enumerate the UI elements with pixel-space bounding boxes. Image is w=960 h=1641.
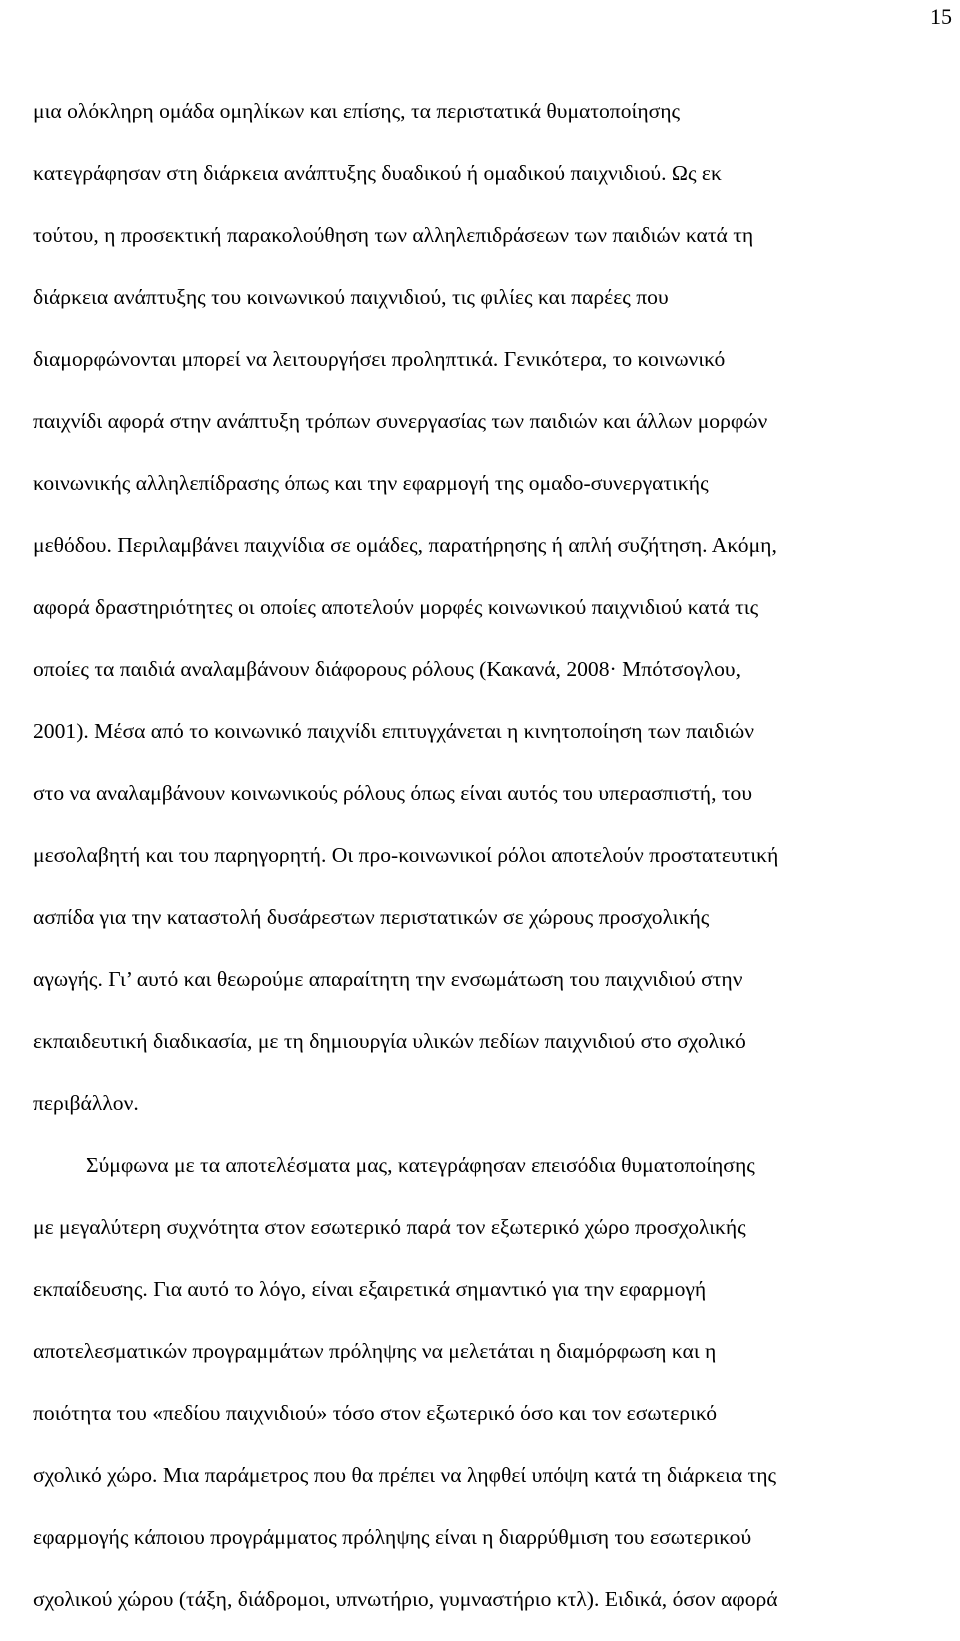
text-line: τούτου, η προσεκτική παρακολούθηση των αλληλεπιδράσεων των παιδιών κατά τη [33, 223, 754, 247]
document-body [33, 80, 933, 1630]
text-line: αγωγής. Γι’ αυτό και θεωρούμε απαραίτητη την ενσωμάτωση του παιχνιδιού στην [33, 967, 743, 991]
text-line: εκπαίδευσης. Για αυτό το λόγο, είναι εξαιρετικά σημαντικό για την εφαρμογή [33, 1277, 707, 1301]
text-line: διαμορφώνονται μπορεί να λειτουργήσει προληπτικά. Γενικότερα, το κοινωνικό [33, 347, 726, 371]
text-line: κατεγράφησαν στη διάρκεια ανάπτυξης δυαδικού ή ομαδικού παιχνιδιού. Ως εκ [33, 161, 722, 185]
text-line: 2001). Μέσα από το κοινωνικό παιχνίδι επιτυγχάνεται η κινητοποίηση των παιδιών [33, 719, 755, 743]
text-line: παιχνίδι αφορά στην ανάπτυξη τρόπων συνεργασίας των παιδιών και άλλων μορφών [33, 409, 768, 433]
text-line: εφαρμογής κάποιου προγράμματος πρόληψης είναι η διαρρύθμιση του εσωτερικού [33, 1525, 752, 1549]
text-line: με μεγαλύτερη συχνότητα στον εσωτερικό παρά τον εξωτερικό χώρο προσχολικής [33, 1215, 746, 1239]
text-line: εκπαιδευτική διαδικασία, με τη δημιουργία υλικών πεδίων παιχνιδιού στο σχολικό [33, 1029, 746, 1053]
text-line: στο να αναλαμβάνουν κοινωνικούς ρόλους όπως είναι αυτός του υπερασπιστή, του [33, 781, 753, 805]
text-line: μια ολόκληρη ομάδα ομηλίκων και επίσης, τα περιστατικά θυματοποίησης [33, 99, 681, 123]
text-line: οποίες τα παιδιά αναλαμβάνουν διάφορους ρόλους (Κακανά, 2008· Μπότσογλου, [33, 657, 742, 681]
text-line: μεθόδου. Περιλαμβάνει παιχνίδια σε ομάδες, παρατήρησης ή απλή συζήτηση. Ακόμη, [33, 533, 777, 557]
text-line: ασπίδα για την καταστολή δυσάρεστων περιστατικών σε χώρους προσχολικής [33, 905, 710, 929]
paragraph-first-line: Σύμφωνα με τα αποτελέσματα μας, κατεγράφησαν επεισόδια θυματοποίησης [86, 1153, 755, 1177]
text-line: διάρκεια ανάπτυξης του κοινωνικού παιχνιδιού, τις φιλίες και παρέες που [33, 285, 669, 309]
text-line: αποτελεσματικών προγραμμάτων πρόληψης να μελετάται η διαμόρφωση και η [33, 1339, 717, 1363]
text-line: μεσολαβητή και του παρηγορητή. Οι προ-κοινωνικοί ρόλοι αποτελούν προστατευτική [33, 843, 779, 867]
text-line: αφορά δραστηριότητες οι οποίες αποτελούν μορφές κοινωνικού παιχνιδιού κατά τις [33, 595, 759, 619]
text-line: ποιότητα του «πεδίου παιχνιδιού» τόσο στον εξωτερικό όσο και τον εσωτερικό [33, 1401, 718, 1425]
text-line: κοινωνικής αλληλεπίδρασης όπως και την εφαρμογή της ομαδο-συνεργατικής [33, 471, 709, 495]
page-number: 15 [930, 4, 952, 29]
text-line: περιβάλλον. [33, 1091, 139, 1115]
text-line: σχολικό χώρο. Μια παράμετρος που θα πρέπει να ληφθεί υπόψη κατά τη διάρκεια της [33, 1463, 777, 1487]
text-line: σχολικού χώρου (τάξη, διάδρομοι, υπνωτήριο, γυμναστήριο κτλ). Ειδικά, όσον αφορά [33, 1587, 778, 1611]
